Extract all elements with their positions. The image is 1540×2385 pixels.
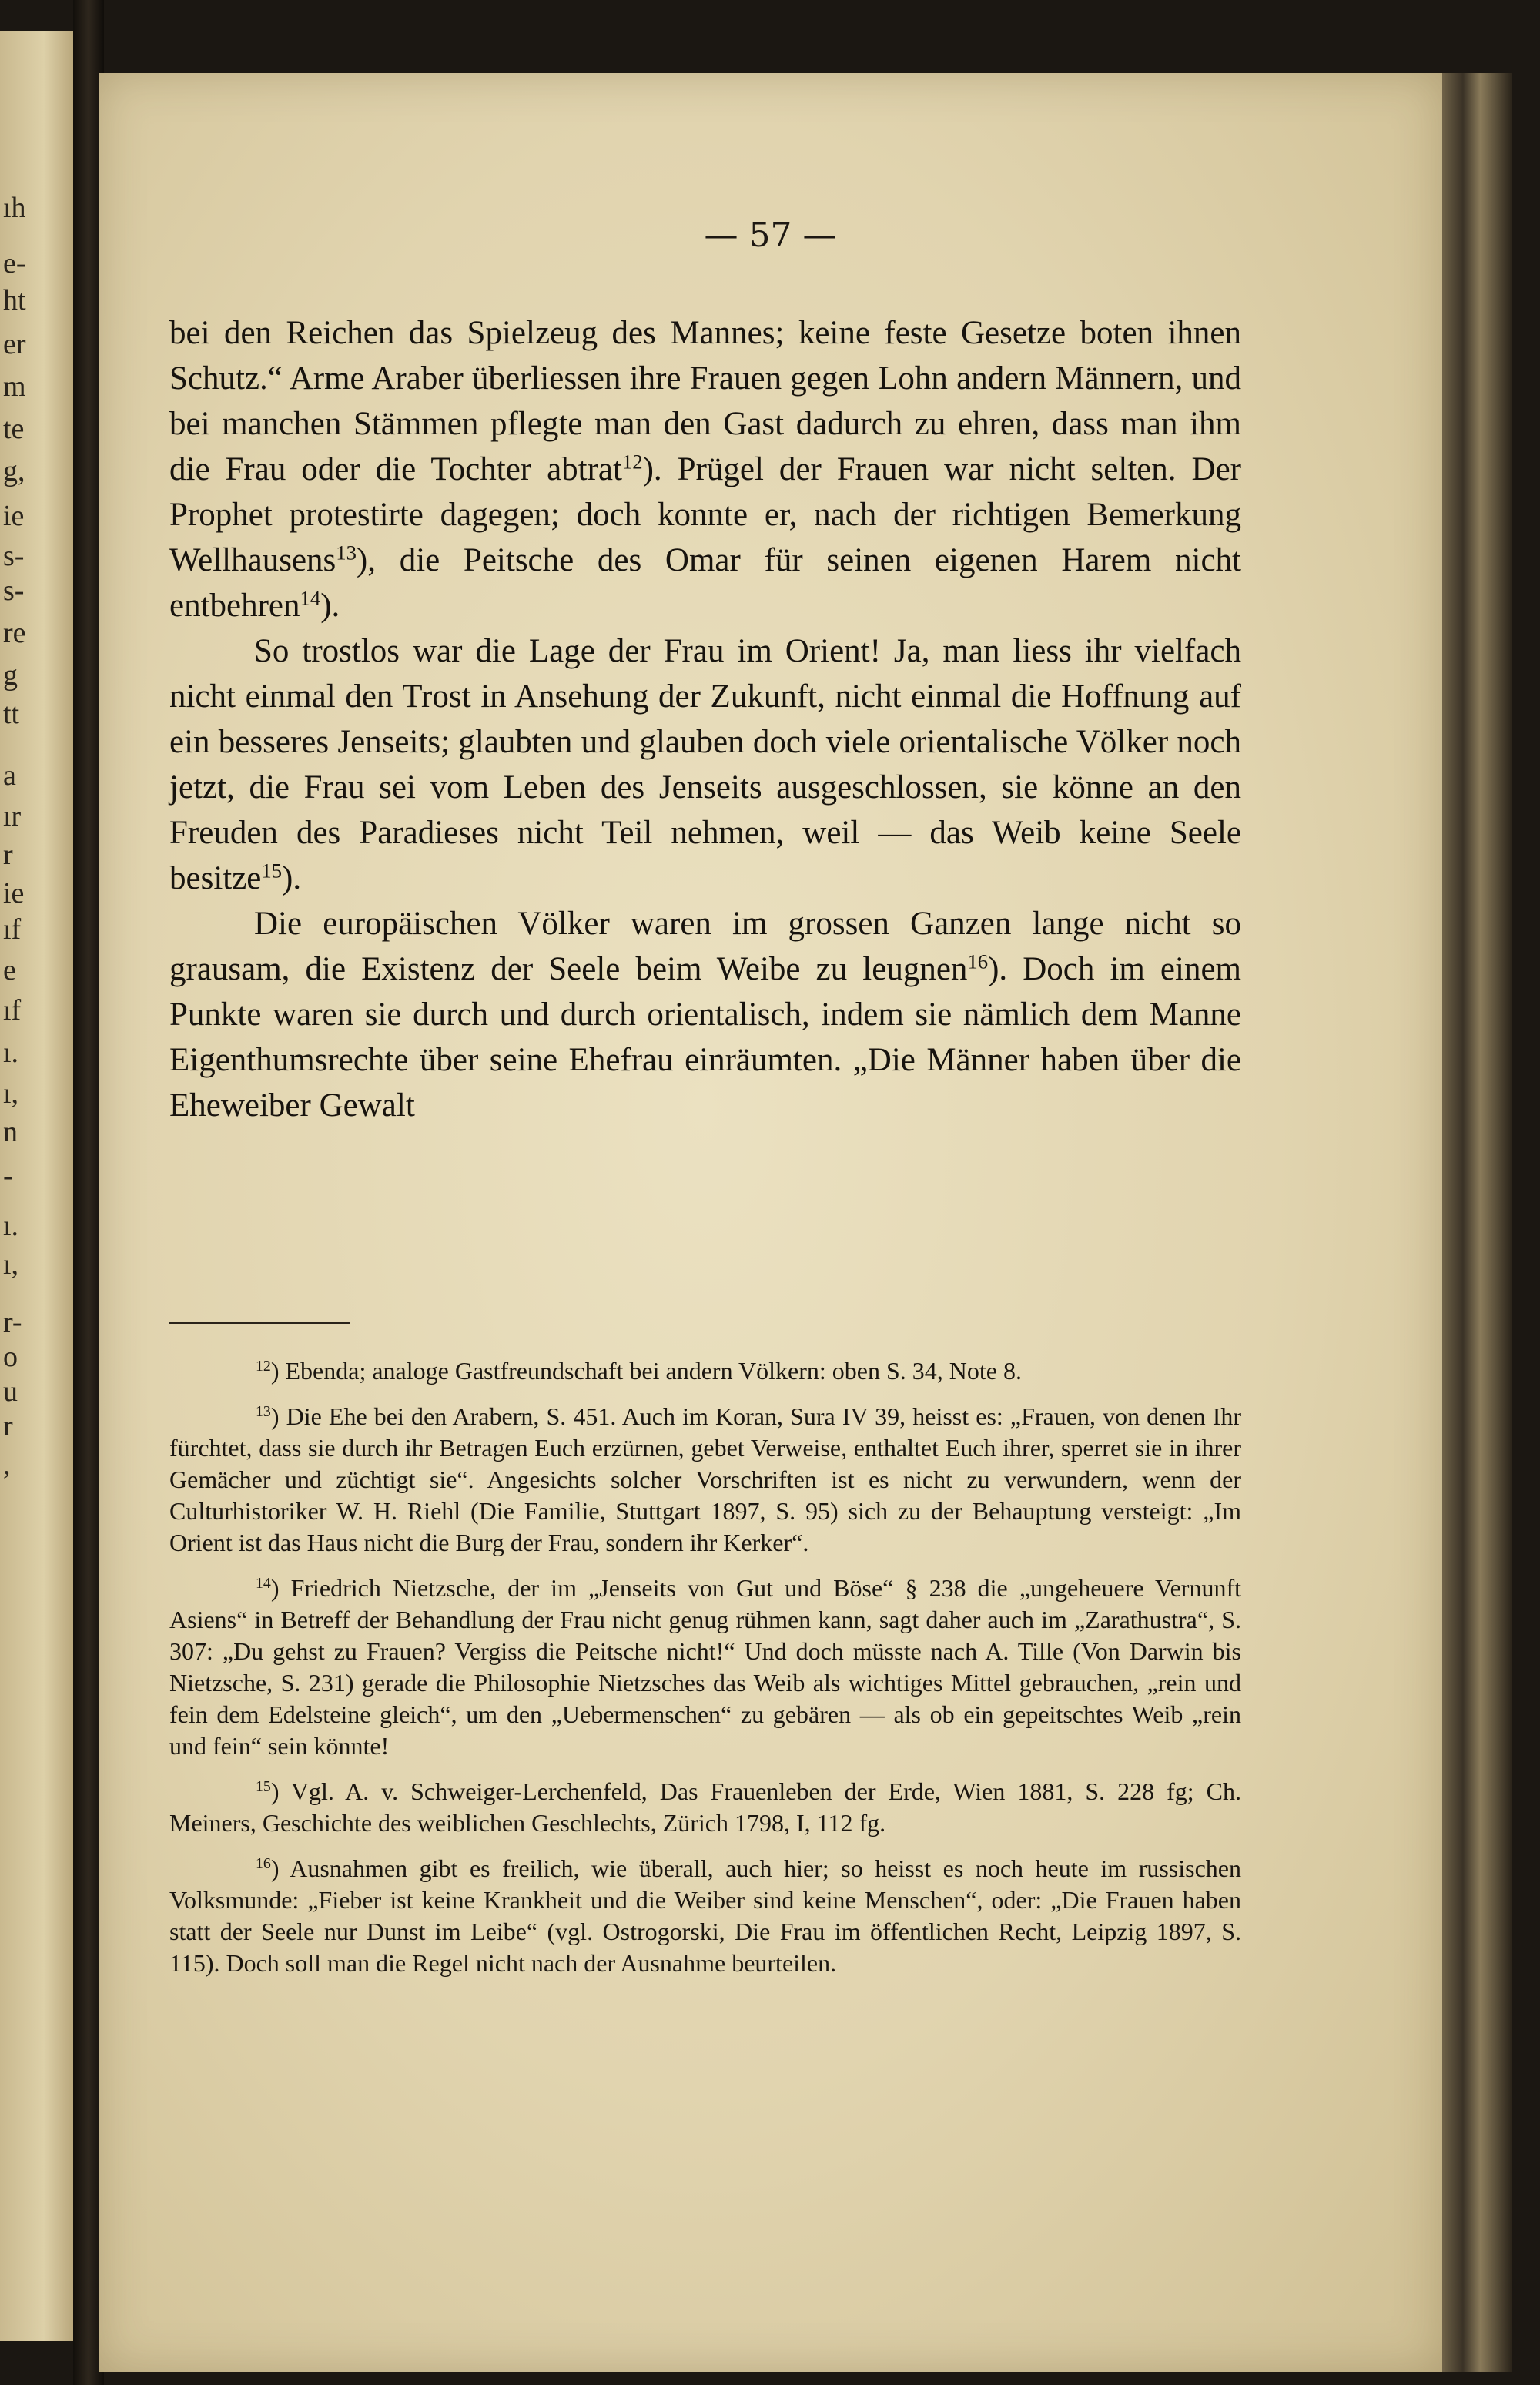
footnote-reference: 13 [336, 541, 357, 564]
paragraph [169, 901, 1241, 1128]
left-page-fragment: ı, [3, 1248, 19, 1281]
footnote [169, 1355, 1241, 1387]
left-page-fragment: ıf [3, 994, 22, 1027]
paragraph [169, 310, 1241, 628]
footnote-text: ) Ebenda; analoge Gastfreundschaft bei andern Völkern: oben S. 34, Note 8. [270, 1357, 1022, 1385]
footnote-reference: 14 [300, 586, 321, 610]
left-page-fragment: ht [3, 284, 26, 317]
footnote [169, 1401, 1241, 1559]
footnote-text: ) Ausnahmen gibt es freilich, wie überall, auch hier; so heisst es noch heute im russischen Volksmunde: „Fieber ist keine Krankheit und die Weiber sind keine Menschen“, oder: „Die Frauen haben statt der Seele nur Dunst im Leibe“ (vgl. Ostrogorski, Die Frau im öffentlichen Recht, Leipzig 1897, S. 115). Doch soll man die Regel nicht nach der Ausnahme beurteilen. [169, 1854, 1241, 1977]
left-page-fragment: u [3, 1375, 18, 1408]
left-page-fragment: r [3, 839, 13, 871]
page-number: — 57 — [704, 216, 837, 255]
footnote-rule [169, 1322, 350, 1324]
left-page-fragment: n [3, 1116, 18, 1148]
footnote-number: 14 [256, 1575, 271, 1593]
right-page-edge [1442, 73, 1512, 2372]
left-page-fragment: ie [3, 877, 25, 909]
paragraph-text: ). [320, 588, 340, 624]
left-page-fragment: s- [3, 574, 25, 607]
footnote-reference: 16 [967, 950, 989, 973]
left-page-fragment: ı. [3, 1210, 19, 1242]
left-page-fragment: ıf [3, 913, 22, 946]
left-page-edge [0, 31, 73, 2341]
footnote [169, 1776, 1241, 1839]
paragraph-text: bei den Reichen das Spielzeug des Mannes; keine feste Gesetze boten ihnen Schutz.“ Arme Araber überliessen ihre Frauen gegen Lohn andern Männern, und bei manchen Stämmen pflegte man den Gast dadurch zu ehren, dass man ihm die Frau oder die Tochter abtrat [169, 315, 1241, 487]
left-page-fragment: r [3, 1410, 13, 1442]
left-page-fragment: a [3, 759, 16, 792]
left-page-fragment: e [3, 954, 16, 986]
main-text [169, 310, 1241, 1128]
footnote-number: 16 [256, 1855, 271, 1873]
left-page-fragment: ı, [3, 1077, 19, 1110]
left-page-fragment: , [3, 1449, 11, 1481]
footnote-text: ) Vgl. A. v. Schweiger-Lerchenfeld, Das Frauenleben der Erde, Wien 1881, S. 228 fg; Ch. Meiners, Geschichte des weiblichen Geschlechts, Zürich 1798, I, 112 fg. [169, 1777, 1241, 1837]
left-page-fragment: s- [3, 540, 25, 572]
paragraph-text: ). [282, 860, 302, 896]
paragraph-text: So trostlos war die Lage der Frau im Orient! Ja, man liess ihr vielfach nicht einmal den Trost in Ansehung der Zukunft, nicht einmal die Hoffnung auf ein besseres Jenseits; glaubten und glauben doch viele orientalische Völker noch jetzt, die Frau sei vom Leben des Jenseits ausgeschlossen, sie könne an den Freuden des Paradieses nicht Teil nehmen, weil — das Weib keine Seele besitze [169, 633, 1241, 896]
left-page-fragment: te [3, 413, 25, 445]
left-page-fragment: o [3, 1341, 18, 1373]
left-page-fragment: tt [3, 698, 20, 730]
footnote-reference: 15 [261, 859, 283, 883]
left-page-fragment: m [3, 370, 26, 403]
paragraph-text: Die europäischen Völker waren im grossen Ganzen lange nicht so grausam, die Existenz der Seele beim Weibe zu leugnen [169, 906, 1241, 987]
footnote-number: 12 [256, 1358, 271, 1375]
left-page-fragment: er [3, 328, 26, 360]
footnote-number: 15 [256, 1778, 271, 1796]
paragraph-text: ). Doch im einem Punkte waren sie durch und durch orientalisch, indem sie nämlich dem Manne Eigenthumsrechte über seine Ehefrau einräumten. „Die Männer haben über die Eheweiber Gewalt [169, 951, 1241, 1124]
footnote-reference: 12 [621, 450, 643, 474]
footnote [169, 1573, 1241, 1762]
left-page-fragment: g [3, 659, 18, 692]
footnote-text: ) Die Ehe bei den Arabern, S. 451. Auch im Koran, Sura IV 39, heisst es: „Frauen, von denen Ihr fürchtet, dass sie durch ihr Betragen Euch erzürnen, gebet Verweise, enthaltet Euch ihrer, sperret sie in ihrer Gemächer und züchtigt sie“. Angesichts solcher Vorschriften ist es nicht zu verwundern, wenn der Culturhistoriker W. H. Riehl (Die Familie, Stuttgart 1897, S. 95) sich zu der Behauptung versteigt: „Im Orient ist das Haus nicht die Burg der Frau, sondern ihr Kerker“. [169, 1402, 1241, 1556]
left-page-fragment: re [3, 617, 26, 649]
left-page-fragment: r- [3, 1306, 22, 1338]
left-page-fragment: - [3, 1160, 13, 1192]
footnote-number: 13 [256, 1403, 271, 1421]
left-page-fragment: ie [3, 500, 25, 532]
left-page-fragment: e- [3, 247, 26, 280]
paragraph-text: ). Prügel der Frauen war nicht selten. Der Prophet protestirte dagegen; doch konnte er, nach der richtigen Bemerkung Wellhausens [169, 451, 1241, 578]
paragraph-text: ), die Peitsche des Omar für seinen eigenen Harem nicht entbehren [169, 542, 1241, 624]
footnotes [169, 1355, 1241, 1993]
footnote-text: ) Friedrich Nietzsche, der im „Jenseits von Gut und Böse“ § 238 die „ungeheuere Vernunft Asiens“ in Betreff der Behandlung der Frau nicht genug rühmen kann, sagt daher auch im „Zarathustra“, S. 307: „Du gehst zu Frauen? Vergiss die Peitsche nicht!“ Und doch müsste nach A. Tille (Von Darwin bis Nietzsche, S. 231) gerade die Philosophie Nietzsches das Weib als wichtiges Mittel gebrauchen, „rein und fein dem Edelsteine gleich“, um den „Uebermenschen“ zu gebären — als ob ein gepeitschtes Weib „rein und fein“ sein könnte! [169, 1574, 1241, 1760]
book-page [99, 73, 1442, 2372]
left-page-fragment: ır [3, 800, 22, 832]
left-page-fragment: g, [3, 455, 25, 487]
paragraph [169, 628, 1241, 901]
footnote [169, 1853, 1241, 1979]
left-page-fragment: ıh [3, 192, 26, 224]
left-page-fragment: ı. [3, 1037, 19, 1069]
